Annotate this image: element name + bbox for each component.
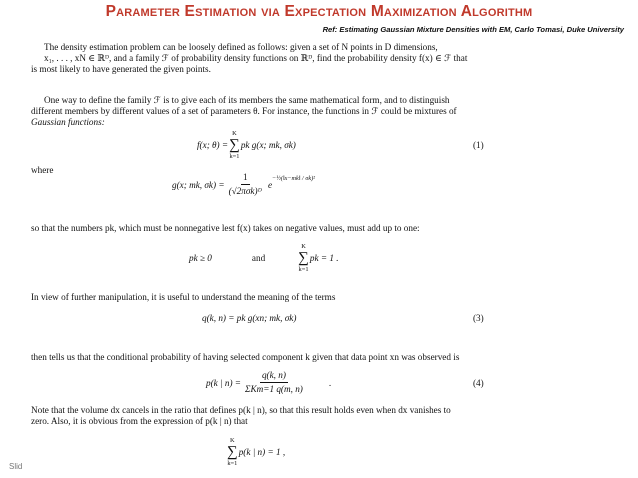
constraint-right: pk = 1 . <box>309 253 339 263</box>
paragraph-2-line-3: Gaussian functions: <box>31 117 105 128</box>
constraint-equation <box>189 242 339 274</box>
equation-3-number: (3) <box>473 313 484 323</box>
eq5-sum-bottom: k=1 <box>227 460 238 467</box>
eq2-fraction <box>227 172 264 197</box>
eq5-sum-top: K <box>230 437 235 444</box>
paragraph-6-line-2: zero. Also, it is obvious from the expression of p(k | n) that <box>31 416 248 427</box>
constraint-sum-bottom: k=1 <box>298 266 309 273</box>
paragraph-1-line-2: x₁, . . . , xN ∈ ℝᴰ, and a family ℱ of probability density functions on ℝᴰ, find the probability density f(x) ∈ ℱ that <box>44 53 468 64</box>
constraint-sum-symbol: K ∑ k=1 <box>298 243 309 273</box>
reference-citation: Ref: Estimating Gaussian Mixture Densities with EM, Carlo Tomasi, Duke University <box>322 25 624 34</box>
eq1-rhs: pk g(x; mk, σk) <box>240 140 296 150</box>
slide-footer: Slid <box>9 462 23 471</box>
paragraph-3: so that the numbers pk, which must be nonnegative lest f(x) takes on negative values, must add up to one: <box>31 223 420 233</box>
paragraph-2 <box>31 95 457 129</box>
equation-5 <box>226 436 285 468</box>
slide-title: Parameter Estimation via Expectation Maximization Algorithm <box>105 3 533 20</box>
eq1-sum-bottom: k=1 <box>229 153 240 160</box>
eq4-fraction-numerator: q(k, n) <box>260 370 288 383</box>
paragraph-2-line-1: One way to define the family ℱ is to give each of its members the same mathematical form, and to distinguish <box>44 95 450 105</box>
eq1-lhs: f(x; θ) = <box>197 140 229 150</box>
eq5-sum-symbol: K ∑ k=1 <box>227 437 238 467</box>
eq5-rhs: p(k | n) = 1 , <box>238 447 286 457</box>
equation-2 <box>172 172 315 197</box>
eq2-fraction-denominator: (√2πσk)ᴰ <box>228 186 262 196</box>
paragraph-6 <box>31 405 451 427</box>
eq1-sum-symbol: K ∑ k=1 <box>229 130 240 160</box>
paragraph-6-line-1: Note that the volume dx cancels in the ratio that defines p(k | n), so that this result holds even when dx vanishes to <box>31 405 451 415</box>
eq2-lhs: g(x; mk, σk) = <box>172 179 225 190</box>
constraint-sum-top: K <box>301 243 306 250</box>
eq4-lhs: p(k | n) = <box>206 377 242 388</box>
eq4-fraction-denominator: ΣKm=1 q(m, n) <box>245 384 303 394</box>
paragraph-4: In view of further manipulation, it is useful to understand the meaning of the terms <box>31 292 336 302</box>
eq4-tail: . <box>328 377 332 388</box>
eq1-sum-top: K <box>232 130 237 137</box>
equation-4 <box>206 370 331 395</box>
eq2-exp-power: −½(‖x−mk‖ / σk)² <box>272 175 316 182</box>
paragraph-5: then tells us that the conditional probability of having selected component k given that data point xn was observed is <box>31 352 460 362</box>
eq4-fraction <box>243 370 305 395</box>
paragraph-1 <box>31 42 468 76</box>
equation-3: q(k, n) = pk g(xn; mk, σk) <box>202 313 297 323</box>
paragraph-1-line-3: is most likely to have generated the given points. <box>31 64 211 75</box>
paragraph-1-line-1: The density estimation problem can be loosely defined as follows: given a set of N points in D dimensions, <box>44 42 438 52</box>
eq2-exp-base: e <box>267 179 273 190</box>
where-label: where <box>31 165 54 175</box>
paragraph-2-line-2: different members by different values of a set of parameters θ. For instance, the functions in ℱ could be mixtures of <box>31 106 457 117</box>
equation-1 <box>197 129 296 161</box>
eq2-fraction-numerator: 1 <box>241 172 250 185</box>
equation-4-number: (4) <box>473 378 484 388</box>
constraint-and: and <box>251 253 266 263</box>
equation-1-number: (1) <box>473 140 484 150</box>
constraint-left: pk ≥ 0 <box>189 253 212 263</box>
